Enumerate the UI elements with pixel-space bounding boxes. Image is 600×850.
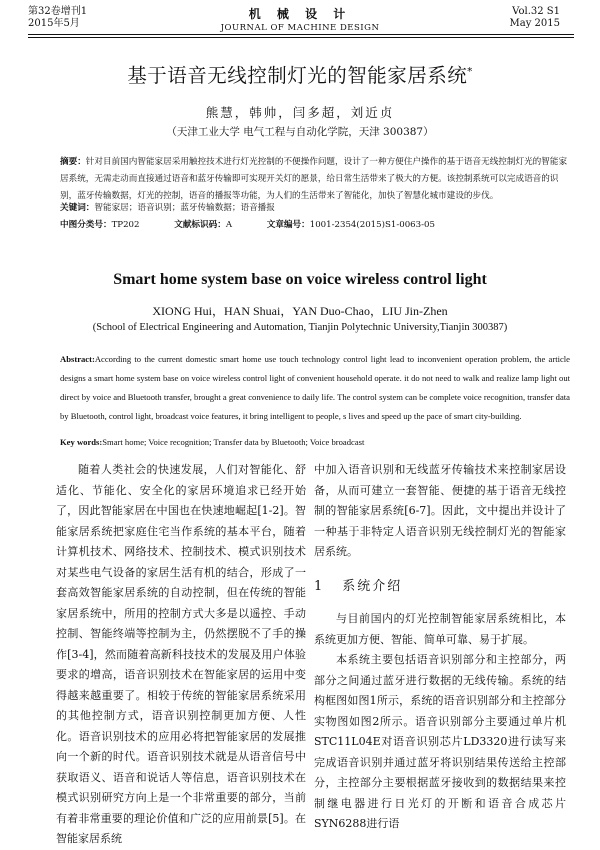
authors-cn: 熊慧，韩帅，闫多超，刘近贞 xyxy=(205,105,395,120)
title-text: 基于语音无线控制灯光的智能家居系统 xyxy=(127,64,468,87)
keywords-cn-text: 智能家居；语音识别；蓝牙传输数据；语音播报 xyxy=(94,203,275,213)
affiliation-en: (School of Electrical Engineering and Automation, Tianjin Polytechnic University,Tianjin 300387) xyxy=(92,322,508,333)
date-cn: 2015年5月 xyxy=(28,18,80,29)
keywords-cn xyxy=(60,201,570,213)
article-number: 文章编号：1001-2354(2015)S1-0063-05 xyxy=(266,220,435,230)
journal-name-en: JOURNAL OF MACHINE DESIGN xyxy=(220,23,380,33)
abstract-cn-text: 针对目前国内智能家居采用触控技术进行灯光控制的不便操作问题，设计了一种方便住户操作的基于语音无线控制灯光的智能家居系统，无需走动而直接通过语音和蓝牙传输即可实现开关灯的愿景，给日常生活带来了极大的方便。该控制系统可以完成语音的识别，蓝牙传输数据，灯光的控制，语音的播报等功能，为人们的生活带来了智能化，加快了智慧化城市建设的步伐。 xyxy=(60,157,568,201)
section-heading xyxy=(314,577,566,598)
date-en: May 2015 xyxy=(509,18,560,29)
affiliation-cn: （天津工业大学 电气工程与自动化学院，天津 300387） xyxy=(166,126,434,138)
keywords-en xyxy=(60,437,570,447)
section-number: 1 xyxy=(314,578,325,594)
section-title: 系统介绍 xyxy=(342,578,403,594)
body-column-left xyxy=(56,460,306,850)
paper-title-en: Smart home system base on voice wireless control light xyxy=(113,271,487,288)
abstract-en-label: Abstract: xyxy=(60,354,95,364)
clc-number: 中图分类号：TP202 xyxy=(60,220,140,230)
body-paragraph: 随着人类社会的快速发展，人们对智能化、舒适化、节能化、安全化的家居环境追求已经开始了，因此智能家居在中国也在快速地崛起[1-2]。智能家居系统把家庭住宅当作系统的基本平台，随着计算机技术、网络技术、控制技术、模式识别技术对某些电气设备的家居生活有机的结合，形成了一套高效智能家居系统的自动控制，但在传统的智能家居系统中，所用的控制方式大多是以遥控、手动控制、智能终端等控制为主，仍然摆脱不了手的操作[3-4]，然而随着高新科技技术的发展及用户体验要求的增高，语音识别技术在智能家居的运用中变得越来越重要了。相较于传统的智能家居系统采用的其他控制方式，语音识别控制更加方便、人性化。语音识别技术的应用必将把智能家居的发展推向一个新的时代。语音识别技术就是从语音信号中获取语义、语音和说话人等信息，语音识别技术在模式识别研究方向上是一个非常重要的部分，当前有着非常重要的理论价值和广泛的应用前景[5]。在智能家居系统 xyxy=(56,463,306,845)
journal-name-cn: 机 械 设 计 xyxy=(248,7,352,21)
keywords-en-label: Key words: xyxy=(60,437,103,447)
volume-cn: 第32卷增刊1 xyxy=(28,6,88,17)
keywords-cn-label: 关键词： xyxy=(60,203,95,213)
body-paragraph: 本系统主要包括语音识别部分和主控部分，两部分之间通过蓝牙进行数据的无线传输。系统的结构框图如图1所示，系统的语音识别部分和主控部分实物图如图2所示。语音识别部分主要通过单片机STC11L04E对语音识别芯片LD3320进行读写来完成语音识别并通过蓝牙将识别结果传送给主控部分，主控部分主要根据蓝牙接收到的数据结果来控制继电器进行日光灯的开断和语音合成芯片SYN6288进行语 xyxy=(314,653,566,830)
body-column-right xyxy=(314,460,566,835)
classification-row xyxy=(60,218,570,230)
abstract-en-text: According to the current domestic smart home use touch technology control light lead to inconvenient operation problem, the article designs a smart home system base on voice wireless control light of convenient household operate. it do not need to walk and realize lamp light out direct by voice and Bluetooth transfer, brought a great convenience to daily life. The control system can be complete voice recognition, transfer data by Bluetooth, control light, broadcast voice features, it bring intelligent to people, s lives and speed up the pace of smart city-building. xyxy=(60,354,570,421)
document-code: 文献标识码：A xyxy=(174,220,233,230)
abstract-cn xyxy=(60,154,570,205)
abstract-cn-label: 摘要： xyxy=(60,157,86,167)
volume-en: Vol.32 S1 xyxy=(512,6,560,17)
keywords-en-text: Smart home; Voice recognition; Transfer data by Bluetooth; Voice broadcast xyxy=(102,437,365,447)
header-rule xyxy=(28,34,574,35)
authors-en: XIONG Hui，HAN Shuai，YAN Duo-Chao，LIU Jin-Zhen xyxy=(152,304,448,318)
header-right xyxy=(510,6,560,30)
body-paragraph: 中加入语音识别和无线蓝牙传输技术来控制家居设备，从而可建立一套智能、便捷的基于语音无线控制的智能家居系统[6-7]。因此，文中提出并设计了一种基于非特定人语音识别无线控制灯光的智能家居系统。 xyxy=(314,463,566,558)
body-paragraph: 与目前国内的灯光控制智能家居系统相比，本系统更加方便、智能、简单可靠、易于扩展。 xyxy=(314,612,566,646)
abstract-en xyxy=(60,350,570,426)
paper-title-cn xyxy=(0,60,600,88)
header-rule-thin xyxy=(28,37,574,38)
title-footnote-mark: * xyxy=(467,66,473,78)
